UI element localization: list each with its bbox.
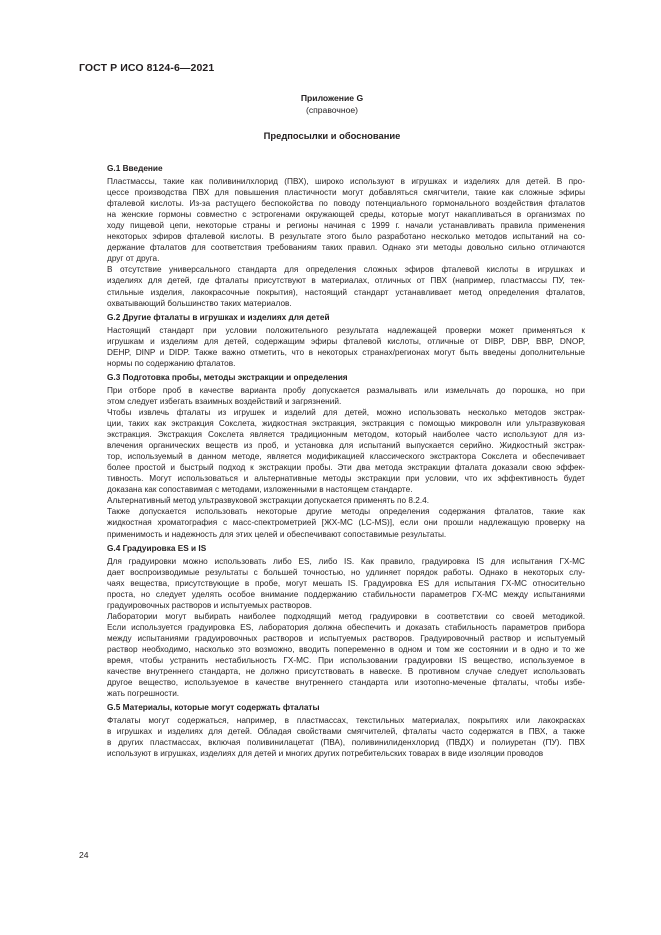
text-line: доказана как сопоставимая с методами, изложенными в настоящем стандарте.: [107, 485, 413, 495]
section-heading: G.5 Материалы, которые могут содержать фталаты: [107, 703, 320, 713]
text-line: чаях вещества, присутствующие в пробе, могут мешать IS. Градуировка ES для испытания ГХ-МС относительно: [107, 578, 585, 588]
text-line: Альтернативный метод ультразвуковой экстракции допускается применять по 8.2.4.: [107, 496, 430, 506]
text-line: проста, но следует уделять особое внимание поддержанию стабильности параметров ГХ-МС между испытаниями: [107, 589, 585, 599]
text-line: качестве внутреннего стандарта, не должно присутствовать в навеске. В противном случае следует использовать: [107, 667, 585, 677]
text-line: Лаборатории могут выбирать наиболее подходящий метод градуировки в соответствии со своей методикой.: [107, 611, 585, 621]
section-heading: G.1 Введение: [107, 164, 163, 173]
paragraph: [79, 611, 585, 699]
text-line: некоторых эфиров фталевой кислоты. В результате этого было разработано несколько методов испытаний на со-: [107, 232, 585, 242]
paragraph: [79, 495, 585, 506]
page-number: 24: [79, 850, 89, 860]
text-line: другое вещество, используемое в качестве внутреннего стандарта или изотопно-меченые фталаты, чтобы избе-: [107, 678, 585, 688]
section-heading: G.3 Подготовка пробы, методы экстракции и определения: [107, 372, 348, 382]
text-line: держание фталатов для соответствия требованиям таких правил. Однако эти методы довольно сильно отличаются: [107, 243, 585, 253]
text-line: дает воспроизводимые результаты с большей точностью, но удлиняет порядок работы. Однако в некоторых слу-: [107, 567, 585, 577]
paragraph: [79, 715, 585, 759]
text-line: фталевой кислоты. Из-за растущего беспокойства по поводу потенциального гормонального воздействия фталатов: [107, 199, 585, 209]
text-line: время, чтобы устранить нестабильность ГХ-МС. При использовании градуировки IS вещество, используемое в: [107, 656, 585, 666]
text-line: на женские гормоны совместно с эстрогенами окружающей среды, которые могут накапливаться в организмах по: [107, 210, 585, 220]
text-line: нормы по содержанию фталатов.: [107, 358, 236, 368]
text-line: применимость и надежность для этих целей и обеспечивают сопоставимые результаты.: [107, 529, 447, 539]
text-line: Чтобы извлечь фталаты из игрушек и изделий для детей, можно использовать несколько методов экстрак-: [107, 407, 585, 417]
text-line: тор, используемый в данном методе, является модификацией классического экстрактора Сокслета и обеспечивает: [107, 452, 585, 462]
text-line: между испытаниями градуировочных растворов и испытуемых растворов. Градуировочный раствор и испытуемый: [107, 633, 585, 643]
paragraph: [79, 556, 585, 611]
paragraph: [79, 264, 585, 308]
text-line: более простой и быстрый подход к экстракции пробы. Эти два метода экстракции фталата доказали свою эффек-: [107, 463, 585, 473]
text-line: Фталаты могут содержаться, например, в пластмассах, текстильных материалах, покрытиях или лакокрасках: [107, 716, 585, 726]
text-line: Для градуировки можно использовать либо ES, либо IS. Как правило, градуировка IS для испытания ГХ-МС: [107, 556, 585, 566]
paragraph: [79, 325, 585, 369]
text-line: DEHP, DINP и DIDP. Также важно отметить, что в некоторых странах/регионах могут быть введены дополнительные: [107, 347, 585, 357]
annex-header: [79, 93, 585, 116]
text-line: влечения органических веществ из проб, и установка для испытаний выпускается серийно. Жидкостный экстрак-: [107, 441, 585, 451]
text-line: цессе производства ПВХ для повышения пластичности могут добавляться смягчители, такие как сложные эфиры: [107, 188, 585, 198]
text-line: жидкостная хроматография с масс-спектрометрией [ЖХ-МС (LC-MS)], если они прошли надлежащую проверку на: [107, 518, 585, 528]
text-line: В отсутствие универсального стандарта для определения сложных эфиров фталевой кислоты в игрушках и: [107, 265, 585, 275]
annex-title: Приложение G: [300, 93, 364, 103]
text-line: градуировочных растворов и испытуемых растворов.: [107, 600, 312, 610]
text-line: игрушкам и изделиям для детей, содержащим эфиры фталевой кислоты, отличные от DIBP, DBP, BBP, DNOP,: [107, 336, 585, 346]
text-line: экстракция. Экстракция Сокслета является традиционным методом, который наиболее часто используют для из-: [107, 430, 585, 440]
annex-kind: (справочное): [305, 104, 359, 115]
section-heading: G.2 Другие фталаты в игрушках и изделиях для детей: [107, 312, 330, 322]
text-line: используют в игрушках, изделиях для детей и многих других потребительских товарах в виде изоляции проводов: [107, 749, 544, 759]
text-line: При отборе проб в качестве варианта пробу допускается размалывать или измельчать до порошка, но при: [107, 385, 585, 395]
text-line: друг от друга.: [107, 254, 160, 264]
text-line: ходу пищевой цепи, некоторые страны и регионы начиная с 1999 г. начали устанавливать правила применения: [107, 221, 585, 231]
text-line: стильные изделия, лакокрасочные покрытия), настоящий стандарт устанавливает метод определения фталатов,: [107, 287, 585, 297]
text-line: в других пластмассах, включая поливинилацетат (ПВА), поливинилиденхлорид (ПВДХ) и полиуретан (ПУ). ПВХ: [107, 738, 585, 748]
text-line: этом следует избегать взаимных воздействий и загрязнений.: [107, 396, 342, 406]
text-line: Также допускается использовать некоторые другие методы определения содержания фталатов, такие как: [107, 507, 585, 517]
text-line: раствор необходимо, насколько это возможно, вводить попеременно в одном и том же состоянии и в одно и то же: [107, 644, 585, 654]
annex-heading: Предпосылки и обоснование: [263, 130, 401, 141]
paragraph: [79, 385, 585, 407]
annex-body: [79, 160, 585, 759]
text-line: в игрушках и изделиях для детей. Обладая свойствами смягчителей, фталаты часто содержатся в ПВХ, а также: [107, 727, 585, 737]
section-heading: G.4 Градуировка ES и IS: [107, 543, 207, 553]
paragraph: [79, 407, 585, 495]
text-line: Если используется градуировка ES, лаборатория должна обеспечить и доказать стабильность параметров прибора: [107, 622, 585, 632]
text-line: охватывающий большинство таких материалов.: [107, 298, 292, 308]
text-line: изделиях для детей, где фталаты присутствуют в материалах, отличных от ПВХ (например, пластмассы ПУ, тек-: [107, 276, 585, 286]
text-line: Пластмассы, такие как поливинилхлорид (ПВХ), широко используют в игрушках и изделиях для детей. В про-: [107, 177, 585, 187]
text-line: Настоящий стандарт при условии положительного результата надлежащей проверки может применяться к: [107, 325, 585, 335]
paragraph: [79, 176, 585, 264]
document-code: ГОСТ Р ИСО 8124-6—2021: [79, 62, 215, 74]
text-line: жать погрешности.: [107, 689, 180, 699]
paragraph: [79, 506, 585, 539]
text-line: тивность. Могут использоваться и альтернативные методы экстракции при условии, что их эффективность будет: [107, 474, 585, 484]
text-line: ции, таких как экстракция Сокслета, жидкостная экстракция, экстракция с помощью микроволн или ультразвуковая: [107, 419, 585, 429]
